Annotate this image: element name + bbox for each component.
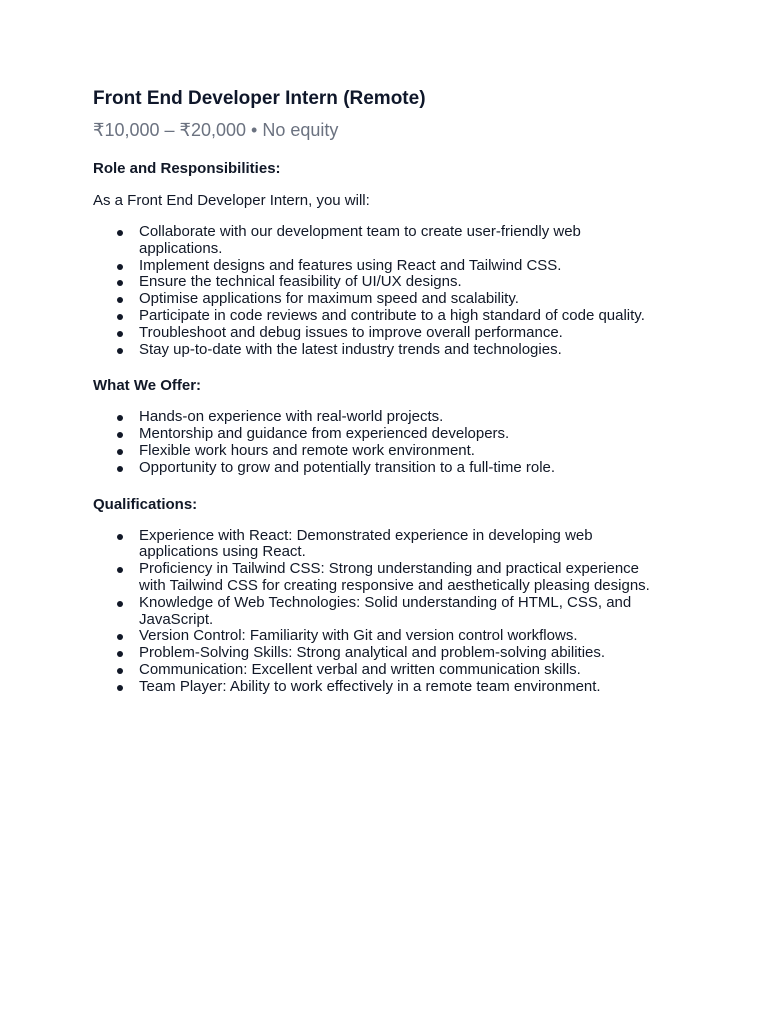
bullet-icon [117, 314, 123, 320]
qualification-item-text: Experience with React: Demonstrated experience in developing web applications using React. [139, 526, 593, 561]
responsibilities-intro: As a Front End Developer Intern, you will: [93, 192, 370, 209]
responsibility-item [139, 274, 668, 291]
offer-item-text: Mentorship and guidance from experienced developers. [139, 425, 510, 443]
bullet-icon [117, 415, 123, 421]
responsibilities-heading: Role and Responsibilities: [93, 160, 281, 177]
bullet-icon [117, 534, 123, 540]
offer-list [93, 409, 668, 476]
qualification-item [139, 679, 668, 696]
offer-item-text: Opportunity to grow and potentially transition to a full-time role. [139, 458, 556, 476]
qualification-item [139, 595, 668, 629]
responsibility-item [139, 308, 668, 325]
offer-item [139, 426, 668, 443]
responsibility-item [139, 224, 668, 258]
bullet-icon [117, 634, 123, 640]
bullet-icon [117, 567, 123, 573]
responsibility-item-text: Implement designs and features using React and Tailwind CSS. [139, 256, 562, 274]
responsibilities-section [93, 160, 668, 358]
qualification-item-text: Team Player: Ability to work effectively in a remote team environment. [139, 677, 601, 695]
responsibility-item-text: Ensure the technical feasibility of UI/UX designs. [139, 273, 462, 291]
bullet-icon [117, 668, 123, 674]
bullet-icon [117, 449, 123, 455]
offer-item [139, 460, 668, 477]
bullet-icon [117, 651, 123, 657]
offer-heading: What We Offer: [93, 377, 202, 395]
qualification-item-text: Communication: Excellent verbal and written communication skills. [139, 660, 581, 678]
qualification-item [139, 561, 668, 595]
qualification-item-text: Problem-Solving Skills: Strong analytical and problem-solving abilities. [139, 644, 606, 662]
responsibility-item-text: Participate in code reviews and contribute to a high standard of code quality. [139, 306, 645, 324]
responsibility-item [139, 342, 668, 359]
bullet-icon [117, 230, 123, 236]
bullet-icon [117, 331, 123, 337]
responsibility-item-text: Collaborate with our development team to create user-friendly web applications. [139, 223, 581, 257]
bullet-icon [117, 601, 123, 607]
responsibility-item [139, 258, 668, 275]
qualification-item-text: Proficiency in Tailwind CSS: Strong understanding and practical experience with Tailwind CSS for creating responsive and aesthetically pleasing designs. [139, 560, 650, 594]
responsibility-item-text: Stay up-to-date with the latest industry trends and technologies. [139, 340, 562, 358]
responsibility-item [139, 325, 668, 342]
bullet-icon [117, 685, 123, 691]
bullet-icon [117, 297, 123, 303]
bullet-icon [117, 348, 123, 354]
bullet-icon [117, 466, 123, 472]
responsibilities-list [93, 224, 668, 358]
job-title: Front End Developer Intern (Remote) [93, 88, 426, 109]
offer-item [139, 409, 668, 426]
bullet-icon [117, 264, 123, 270]
offer-item [139, 443, 668, 460]
offer-item-text: Hands-on experience with real-world projects. [139, 408, 444, 426]
offer-item-text: Flexible work hours and remote work environment. [139, 441, 475, 459]
responsibility-item-text: Optimise applications for maximum speed and scalability. [139, 290, 519, 308]
qualification-item-text: Knowledge of Web Technologies: Solid understanding of HTML, CSS, and JavaScript. [139, 593, 632, 628]
qualification-item [139, 528, 668, 562]
bullet-icon [117, 432, 123, 438]
qualification-item [139, 662, 668, 679]
bullet-icon [117, 280, 123, 286]
qualifications-heading: Qualifications: [93, 495, 198, 513]
qualifications-section [93, 496, 668, 696]
qualification-item-text: Version Control: Familiarity with Git and version control workflows. [139, 627, 578, 645]
qualification-item [139, 628, 668, 645]
qualifications-list [93, 528, 668, 696]
responsibility-item-text: Troubleshoot and debug issues to improve overall performance. [139, 323, 563, 341]
qualification-item [139, 645, 668, 662]
responsibility-item [139, 291, 668, 308]
compensation-line: ₹10,000 – ₹20,000 • No equity [93, 120, 339, 140]
offer-section [93, 377, 668, 476]
